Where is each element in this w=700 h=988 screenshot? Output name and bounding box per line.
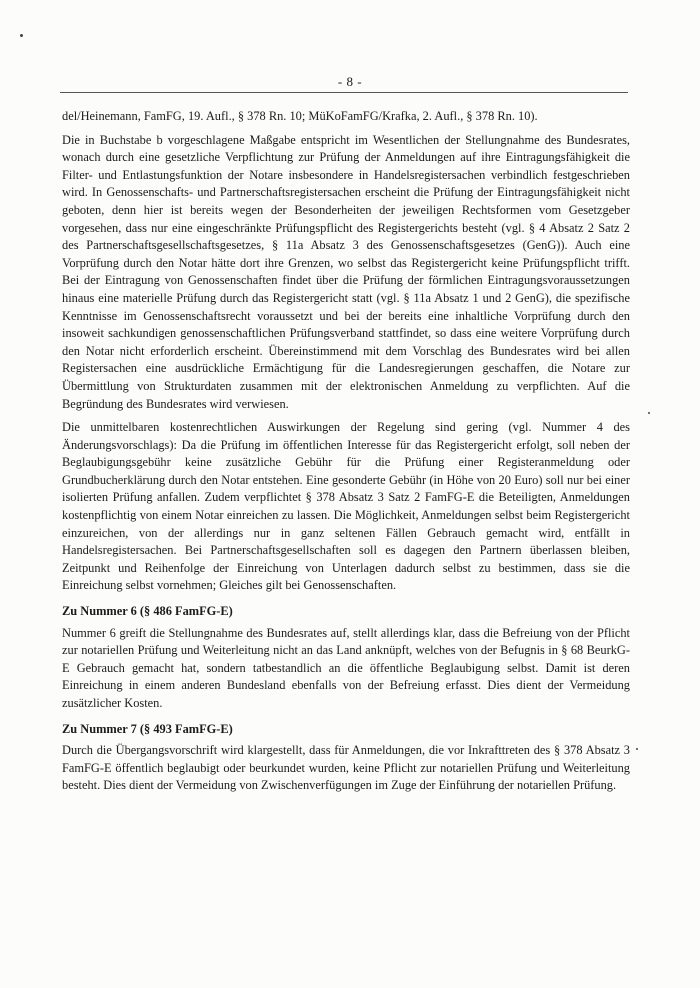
scan-speck [648,412,650,414]
page-number: - 8 - [337,74,363,89]
paragraph-citation: del/Heinemann, FamFG, 19. Aufl., § 378 Rn. 10; MüKoFamFG/Krafka, 2. Aufl., § 378 Rn. 10). [62,109,538,123]
scan-speck [20,34,23,37]
section-text-nummer-6: Nummer 6 greift die Stellungnahme des Bundesrates auf, stellt allerdings klar, dass die Befreiung von der Pflicht zur notariellen Prüfung und Weiterleitung nicht an das Land anknüpft, welches von der Befugnis in § 68 BeurkG-E Gebrauch gemacht hat, sondern tatbestandlich an die öffentliche Beglaubigung selbst. Damit ist deren Einreichung in einem anderen Bundesland ebenfalls von der Befreiung erfasst. Dies dient der Vermeidung zusätzlicher Kosten. [62,625,630,710]
header-rule [60,92,628,93]
section-heading-nummer-6: Zu Nummer 6 (§ 486 FamFG-E) [62,604,233,619]
document-body [62,108,630,801]
scan-speck [636,748,638,750]
section-heading-nummer-7: Zu Nummer 7 (§ 493 FamFG-E) [62,721,233,736]
section-text-nummer-7: Durch die Übergangsvorschrift wird klargestellt, dass für Anmeldungen, die vor Inkrafttreten des § 378 Absatz 3 FamFG-E öffentlich beglaubigt oder beurkundet wurden, keine Pflicht zur notariellen Prüfung und Weiterleitung besteht. Dies dient der Vermeidung von Zwischenverfügungen im Zuge der Einführung der notariellen Prüfung. [62,743,630,793]
paragraph-kosten: Die unmittelbaren kostenrechtlichen Auswirkungen der Regelung sind gering (vgl. Nummer 4 des Änderungsvorschlags): Da die Prüfung im öffentlichen Interesse für das Registergericht erfolgt, soll neben der Beglaubigungsgebühr keine zusätzliche Gebühr für die Prüfung einer Registeranmeldung oder Grundbucherklärung durch den Notar entstehen. Eine gesonderte Gebühr (in Höhe von 20 Euro) soll nur bei einer isolierten Prüfung anfallen. Zudem verpflichtet § 378 Absatz 3 Satz 2 FamFG-E die Beteiligten, Anmeldungen kostenpflichtig von einem Notar einreichen zu lassen. Die Möglichkeit, Anmeldungen selbst beim Registergericht einzureichen, von der allerdings nur in ganz seltenen Fällen Gebrauch gemacht wird, entfällt in Handelsregistersachen. Bei Partnerschaftsgesellschaften soll es dagegen den Partnern überlassen bleiben, Zeitpunkt und Reihenfolge der Einreichung von Unterlagen dadurch selbst zu bestimmen, dass sie die Einreichung selbst vornehmen; Gleiches gilt bei Genossenschaften. [62,420,630,593]
paragraph-massgabe: Die in Buchstabe b vorgeschlagene Maßgabe entspricht im Wesentlichen der Stellungnahme des Bundesrates, wonach durch eine gesetzliche Verpflichtung zur Prüfung der Anmeldungen auf ihre Eintragungsfähigkeit die Filter- und Entlastungsfunktion der Notare insbesondere in Handelsregistersachen verbindlich festgeschrieben wird. In Genossenschafts- und Partnerschaftsregistersachen erscheint die Prüfung der Eintragungsfähigkeit nicht geboten, denn hier ist bereits wegen der Besonderheiten der jeweiligen Rechtsformen vom Gesetzgeber vorgesehen, dass nur eine eingeschränkte Prüfungspflicht des Registergerichts besteht (vgl. § 4 Absatz 2 Satz 2 des Partnerschaftsgesellschaftsgesetzes, § 11a Absatz 3 des Genossenschaftsgesetzes (GenG)). Auch eine Vorprüfung durch den Notar hätte dort ihre Grenzen, wo selbst das Registergericht keine Prüfungspflicht trifft. Bei der Eintragung von Genossenschaften findet über die Prüfung der förmlichen Eintragungsvoraussetzungen hinaus eine materielle Prüfung durch das Registergericht statt (vgl. § 11a Absatz 1 und 2 GenG), die spezifische Kenntnisse im Genossenschaftsrecht voraussetzt und bei der bereits eine inhaltliche Vorprüfung durch den insoweit sachkundigen genossenschaftlichen Prüfungsverband stattfindet, so dass eine weitere Vorprüfung durch den Notar nicht erforderlich erscheint. Übereinstimmend mit dem Vorschlag des Bundesrates wird bei allen Registersachen eine ausdrückliche Ermächtigung für die Landesregierungen geschaffen, die Notare zur Übermittlung von Strukturdaten zusammen mit der elektronischen Anmeldung zu verpflichten. Auf die Begründung des Bundesrates wird verwiesen. [62,132,630,411]
